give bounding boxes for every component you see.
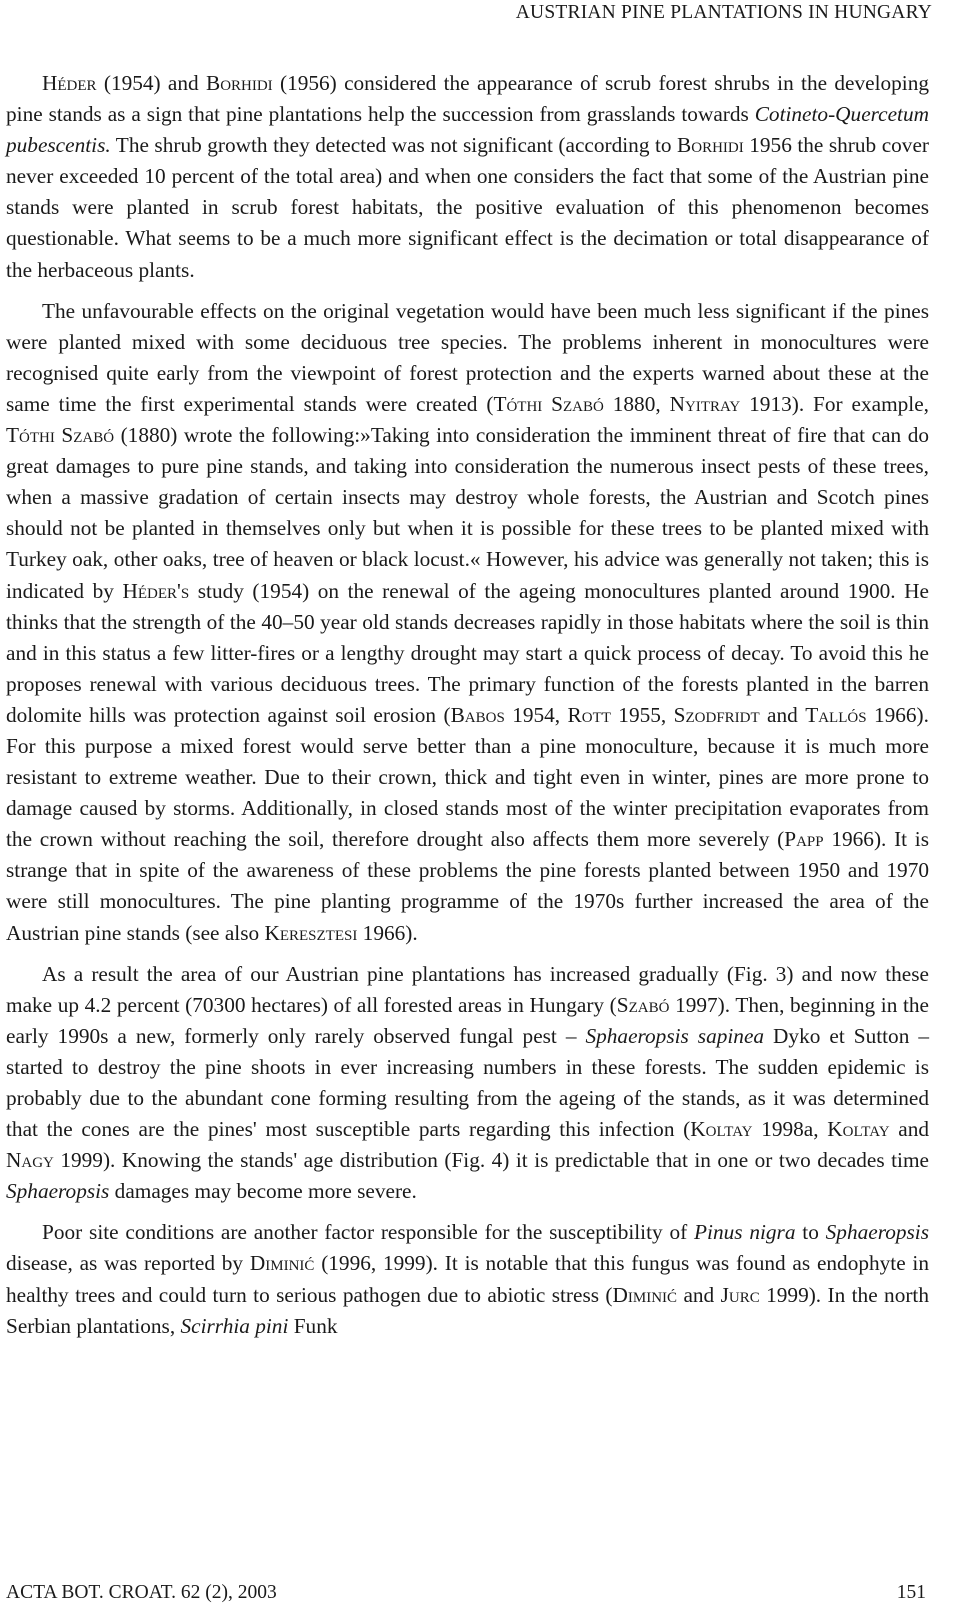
text-run: The unfavourable effects on the original vegetation would have been much less significant if the pines were planted mixed with some deciduous tree species. The problems inherent in monocultures were recognised quite early from the viewpoint of forest protection and the experts warned about these at the same time the first experimental stands were created ( — [6, 298, 929, 416]
text-run: 1880, — [603, 391, 670, 416]
text-run: 1956 the shrub cover never exceeded 10 percent of the total area) and when one considers the fact that some of the Austrian pine stands were planted in scrub forest habitats, the positive evaluation of this phenomenon becomes questionable. What seems to be a much more significant effect is the decimation or total disappearance of the herbaceous plants. — [6, 133, 929, 282]
author-citation: Héder — [42, 71, 97, 95]
author-citation: Szodfridt — [673, 702, 760, 727]
author-citation: Koltay — [690, 1117, 753, 1142]
text-run: 1966). It is strange that in spite of the awareness of these problems the pine forests planted between 1950 and 1970 were still monocultures. The pine planting programme of the 1970s further increased the area of the Austrian pine stands (see also — [6, 827, 930, 945]
text-run: (1954) and — [96, 71, 206, 95]
author-citation: Héder's — [122, 578, 190, 603]
text-run: study (1954) on the renewal of the ageing monocultures planted around 1900. He thinks that the strength of the 40–50 year old stands decreases rapidly in those habitats where the soil is thin and in this status a few litter-fires or a lengthy drought may start a quick process of decay. To avoid this he proposes renewal with various deciduous trees. The primary function of the forests planted in the barren dolomite hills was protection against soil erosion ( — [6, 578, 929, 727]
text-run: to — [795, 1220, 826, 1245]
paragraph-2 — [6, 296, 929, 949]
text-run: and — [759, 702, 806, 727]
text-run: disease, as was reported by — [6, 1251, 250, 1276]
paragraph-1 — [6, 68, 929, 286]
author-citation: Papp — [784, 827, 824, 852]
footer-page-number: 151 — [896, 1582, 926, 1603]
text-run: 1913). For example, — [740, 391, 929, 416]
author-citation: Babos — [450, 702, 505, 727]
paragraph-3 — [6, 959, 929, 1208]
author-citation: Nagy — [6, 1148, 54, 1173]
author-citation: Diminić — [249, 1251, 315, 1276]
taxon-name: Sphaeropsis sapinea — [585, 1023, 765, 1048]
taxon-name: Sphaeropsis — [825, 1220, 929, 1245]
footer-journal-citation: ACTA BOT. CROAT. 62 (2), 2003 — [6, 1582, 277, 1603]
text-run: 1997). Then, beginning in the early 1990s a new, formerly only rarely observed fungal pest – — [6, 992, 930, 1048]
text-run: (1956) considered the appearance of scrub forest shrubs in the developing pine stands as a sign that pine plantations help the succession from grasslands towards — [6, 71, 929, 127]
author-citation: Rott — [567, 702, 611, 727]
text-run: The shrub growth they detected was not significant (according to — [110, 133, 678, 158]
author-citation: Borhidi — [205, 71, 273, 95]
author-citation: Nyitray — [669, 391, 741, 416]
text-run: 1966). For this purpose a mixed forest would serve better than a pine monoculture, because it is much more resistant to extreme weather. Due to their crown, thick and tight even in winter, pines are more prone to damage caused by storms. Additionally, in closed stands most of the winter precipitation evaporates from the crown without reaching the soil, therefore drought also affects them more severely ( — [6, 702, 929, 852]
text-run: 1998a, — [752, 1117, 828, 1142]
text-run: 1955, — [610, 702, 674, 727]
text-run: Funk — [288, 1313, 338, 1338]
taxon-name: Cotineto-Quercetum pubescentis. — [6, 102, 929, 158]
author-citation: Keresztesi — [264, 920, 358, 945]
text-run: 1999). Knowing the stands' age distribution (Fig. 4) it is predictable that in one or two decades time — [53, 1148, 929, 1173]
author-citation: Szabó — [616, 992, 670, 1017]
text-run: (1996, 1999). It is notable that this fungus was found as endophyte in healthy trees and could turn to serious pathogen due to abiotic stress ( — [6, 1251, 930, 1307]
taxon-name: Pinus nigra — [694, 1220, 796, 1245]
text-run: damages may become more severe. — [109, 1179, 417, 1204]
author-citation: Diminić — [612, 1282, 678, 1307]
taxon-name: Scirrhia pini — [180, 1313, 289, 1338]
text-run: (1880) wrote the following:»Taking into consideration the imminent threat of fire that can do great damages to pure pine stands, and taking into consideration the numerous insect pests of these trees, when a massive gradation of certain insects may destroy whole forests, the Austrian and Scotch pines should not be planted in themselves only but when it is possible for these trees to be planted mixed with Turkey oak, other oaks, tree of heaven or black locust.« However, his advice was generally not taken; this is indicated by — [6, 423, 929, 603]
author-citation: Jurc — [720, 1282, 760, 1307]
text-run: As a result the area of our Austrian pine plantations has increased gradually (Fig. 3) and now these make up 4.2 percent (70300 hectares) of all forested areas in Hungary ( — [6, 961, 929, 1017]
paragraph-4 — [6, 1217, 929, 1341]
text-run: 1954, — [504, 702, 568, 727]
author-citation: Tallós — [805, 702, 867, 727]
text-run: 1999). In the north Serbian plantations, — [6, 1282, 929, 1338]
author-citation: Koltay — [827, 1117, 890, 1142]
text-run: Poor site conditions are another factor responsible for the susceptibility of — [42, 1220, 695, 1245]
text-run: and — [889, 1117, 929, 1142]
text-run: and — [677, 1282, 721, 1307]
author-citation: Tóthi Szabó — [493, 391, 604, 416]
running-header-title: AUSTRIAN PINE PLANTATIONS IN HUNGARY — [515, 2, 932, 23]
author-citation: Tóthi Szabó — [6, 423, 115, 448]
author-citation: Borhidi — [677, 133, 744, 158]
taxon-name: Sphaeropsis — [6, 1179, 110, 1204]
text-run: Dyko et Sutton – started to destroy the pine shoots in ever increasing numbers in these forests. The sudden epidemic is probably due to the abundant cone forming resulting from the ageing of the stands, as it was determined that the cones are the pines' most susceptible parts regarding this infection ( — [6, 1023, 929, 1142]
article-body — [6, 68, 929, 1352]
text-run: 1966). — [357, 920, 418, 945]
